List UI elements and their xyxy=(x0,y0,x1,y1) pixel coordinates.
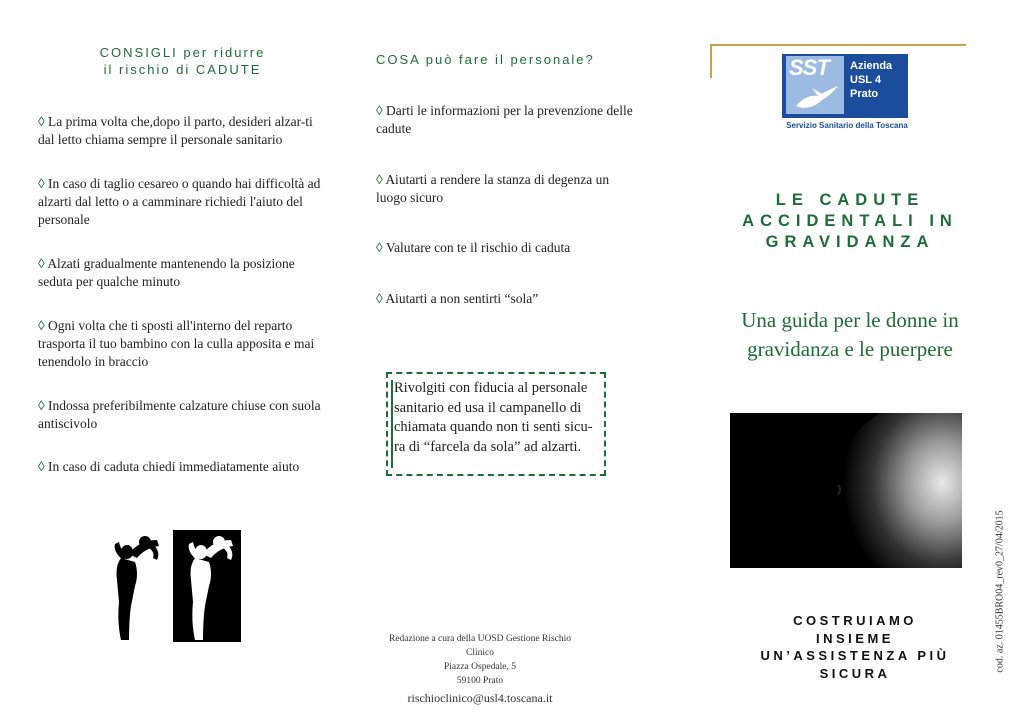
lozenge-icon: ◊ xyxy=(38,318,45,333)
lozenge-icon: ◊ xyxy=(376,103,383,118)
callout-accent-bar xyxy=(391,380,393,468)
logo-sst-text: SST xyxy=(789,55,829,80)
staff-text: Aiutarti a rendere la stanza di degenza un luogo sicuro xyxy=(376,172,610,205)
gold-corner-line-vertical xyxy=(710,44,712,78)
gold-corner-line-horizontal xyxy=(710,44,966,46)
slogan-line1: COSTRUIAMO xyxy=(793,613,917,628)
advice-text: Indossa preferibilmente calzature chiuse con suola antiscivolo xyxy=(38,398,321,431)
lozenge-icon: ◊ xyxy=(376,240,383,255)
subtitle: Una guida per le donne in gravidanza e le puerpere xyxy=(741,308,959,361)
lozenge-icon: ◊ xyxy=(38,459,45,474)
pregnant-belly-photo xyxy=(730,413,962,568)
advice-text: Alzati gradualmente mantenendo la posizione seduta per qualche minuto xyxy=(38,256,295,289)
main-title-line2: ACCIDENTALI IN xyxy=(742,212,958,230)
advice-item xyxy=(38,317,330,371)
slogan-line3: UN’ASSISTENZA PIÙ xyxy=(760,648,950,663)
lozenge-icon: ◊ xyxy=(376,291,383,306)
logo-name-line2: USL 4 xyxy=(850,74,881,86)
staff-item xyxy=(376,102,634,138)
staff-item xyxy=(376,239,634,257)
logo-name-line1: Azienda xyxy=(850,60,893,72)
advice-text: Ogni volta che ti sposti all'interno del reparto trasporta il tuo bambino con la culla apposita e mai tenendolo in braccio xyxy=(38,318,315,369)
document-code xyxy=(992,502,1006,682)
staff-text: Valutare con te il rischio di caduta xyxy=(385,240,571,255)
lozenge-icon: ◊ xyxy=(38,176,45,191)
main-title-line1: LE CADUTE xyxy=(775,191,925,209)
usl-logo xyxy=(782,54,912,132)
logo-sst xyxy=(786,56,844,114)
advice-item xyxy=(38,255,330,291)
lozenge-icon: ◊ xyxy=(376,172,383,187)
staff-text: Darti le informazioni per la prevenzione delle cadute xyxy=(376,103,633,136)
logo-box xyxy=(782,54,908,118)
advice-text: La prima volta che,dopo il parto, desideri alzar-ti dal letto chiama sempre il personale sanitario xyxy=(38,114,313,147)
bird-icon xyxy=(792,82,842,112)
slogan-line2: INSIEME xyxy=(816,630,894,646)
document-code-text: cod. az. 01455BRO04_rev0_27/04/2015 xyxy=(994,510,1006,673)
footer-line2: Piazza Ospedale, 5 xyxy=(443,662,516,672)
mother-child-silhouette-icons xyxy=(105,530,245,642)
staff-item xyxy=(376,290,634,308)
logo-name-line3: Prato xyxy=(850,88,879,100)
advice-item xyxy=(38,113,330,149)
main-title xyxy=(720,190,980,253)
advice-item xyxy=(38,458,330,476)
lozenge-icon: ◊ xyxy=(38,256,45,271)
callout-text: Rivolgiti con fiducia al personale sanitario ed usa il campanello di chiamata quando non ti senti sicu-ra di “farcela da sola” ad alzarti. xyxy=(394,380,593,455)
middle-heading: COSA può fare il personale? xyxy=(376,52,595,67)
footer-line1: Redazione a cura della UOSD Gestione Rischio Clinico xyxy=(388,634,572,658)
lozenge-icon: ◊ xyxy=(38,398,45,413)
footer-email: rischioclinico@usl4.toscana.it xyxy=(407,691,553,705)
advice-item xyxy=(38,175,330,229)
left-heading-line2: il rischio di CADUTE xyxy=(103,62,262,77)
staff-text: Aiutarti a non sentirti “sola” xyxy=(385,291,539,306)
lozenge-icon: ◊ xyxy=(38,114,45,129)
staff-item xyxy=(376,171,634,207)
left-heading xyxy=(40,44,325,78)
slogan xyxy=(722,612,988,682)
main-title-line3: GRAVIDANZA xyxy=(765,233,935,251)
slogan-line4: SICURA xyxy=(819,665,891,681)
logo-name xyxy=(850,59,908,101)
advice-text: In caso di caduta chiedi immediatamente aiuto xyxy=(48,459,300,474)
logo-subtitle: Servizio Sanitario della Toscana xyxy=(786,121,908,130)
footer xyxy=(380,632,580,708)
advice-item xyxy=(38,397,330,433)
advice-text: In caso di taglio cesareo o quando hai difficoltà ad alzarti dal letto o a camminare richiedi l'aiuto del personale xyxy=(38,176,321,227)
callout-box xyxy=(386,372,606,476)
footer-line3: 59100 Prato xyxy=(456,676,504,686)
left-heading-line1: CONSIGLI per ridurre xyxy=(99,45,266,60)
